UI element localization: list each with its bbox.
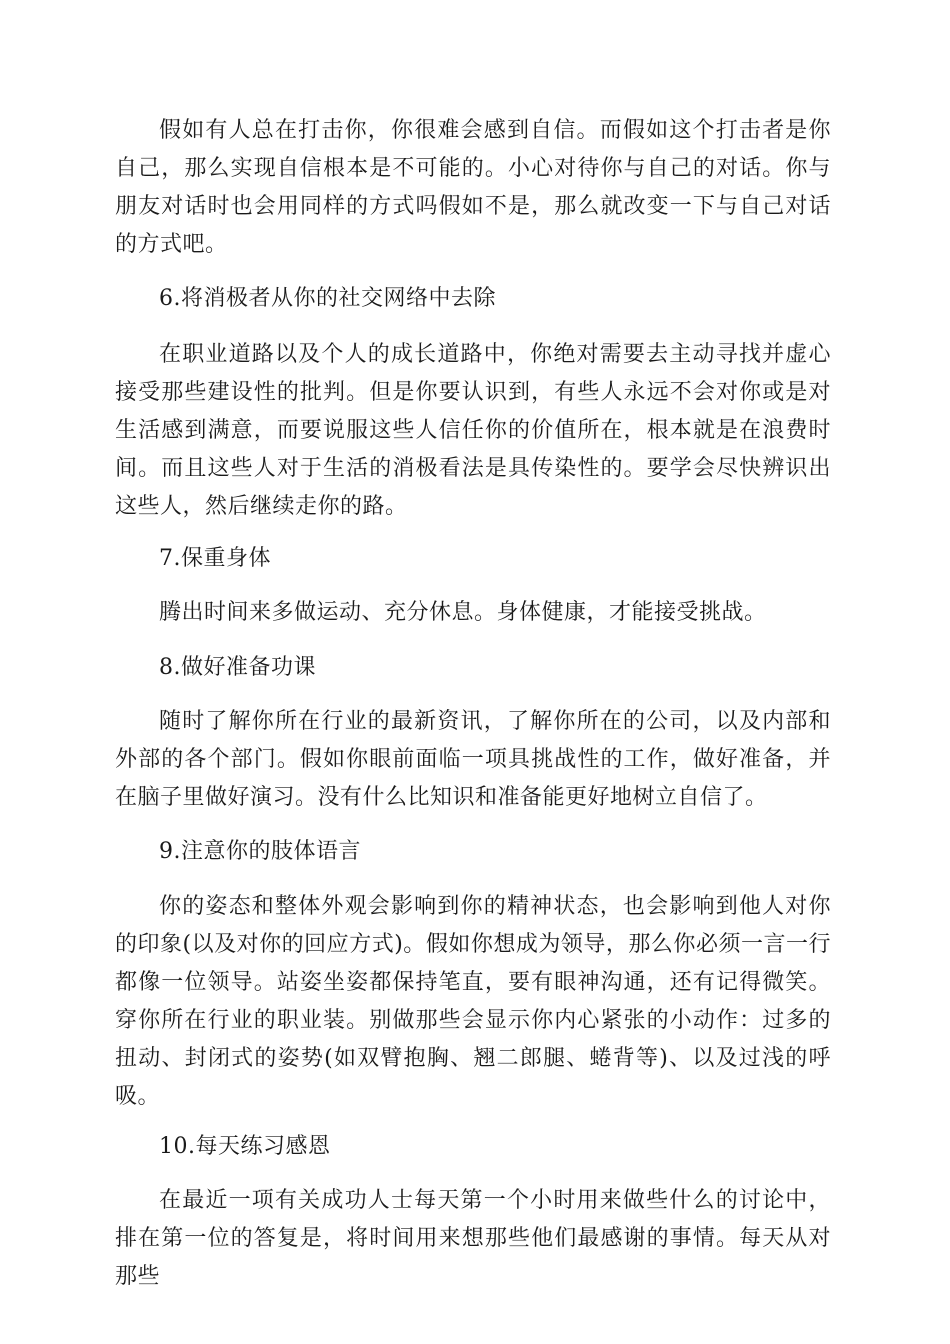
paragraph-gratitude: 在最近一项有关成功人士每天第一个小时用来做些什么的讨论中，排在第一位的答复是，将时间用来想那些他们最感谢的事情。每天从对那些 [115, 1188, 831, 1289]
paragraph-industry-knowledge: 随时了解你所在行业的最新资讯，了解你所在的公司，以及内部和外部的各个部门。假如你眼前面临一项具挑战性的工作，做好准备，并在脑子里做好演习。没有什么比知识和准备能更好地树立自信了。 [115, 709, 831, 810]
paragraph-posture-appearance: 你的姿态和整体外观会影响到你的精神状态，也会影响到他人对你的印象(以及对你的回应方式)。假如你想成为领导，那么你必须一言一行都像一位领导。站姿坐姿都保持笔直，要有眼神沟通，还有记得微笑。穿你所在行业的职业装。别做那些会显示你内心紧张的小动作：过多的扭动、封闭式的姿势(如双臂抱胸、翘二郎腿、蜷背等)、以及过浅的呼吸。 [115, 894, 831, 1109]
heading-remove-negative-people: 6.将消极者从你的社交网络中去除 [159, 286, 496, 311]
heading-take-care-body: 7.保重身体 [159, 546, 271, 571]
paragraph-exercise-rest: 腾出时间来多做运动、充分休息。身体健康，才能接受挑战。 [159, 600, 767, 625]
paragraph-constructive-criticism: 在职业道路以及个人的成长道路中，你绝对需要去主动寻找并虚心接受那些建设性的批判。但是你要认识到，有些人永远不会对你或是对生活感到满意，而要说服这些人信任你的价值所在，根本就是在浪费时间。而且这些人对于生活的消极看法是具传染性的。要学会尽快辨识出这些人，然后继续走你的路。 [115, 342, 831, 519]
heading-body-language: 9.注意你的肢体语言 [159, 839, 361, 864]
paragraph-self-talk: 假如有人总在打击你，你很难会感到自信。而假如这个打击者是你自己，那么实现自信根本是不可能的。小心对待你与自己的对话。你与朋友对话时也会用同样的方式吗假如不是，那么就改变一下与自己对话的方式吧。 [115, 118, 831, 257]
heading-gratitude: 10.每天练习感恩 [159, 1134, 331, 1159]
heading-preparation: 8.做好准备功课 [159, 655, 316, 680]
